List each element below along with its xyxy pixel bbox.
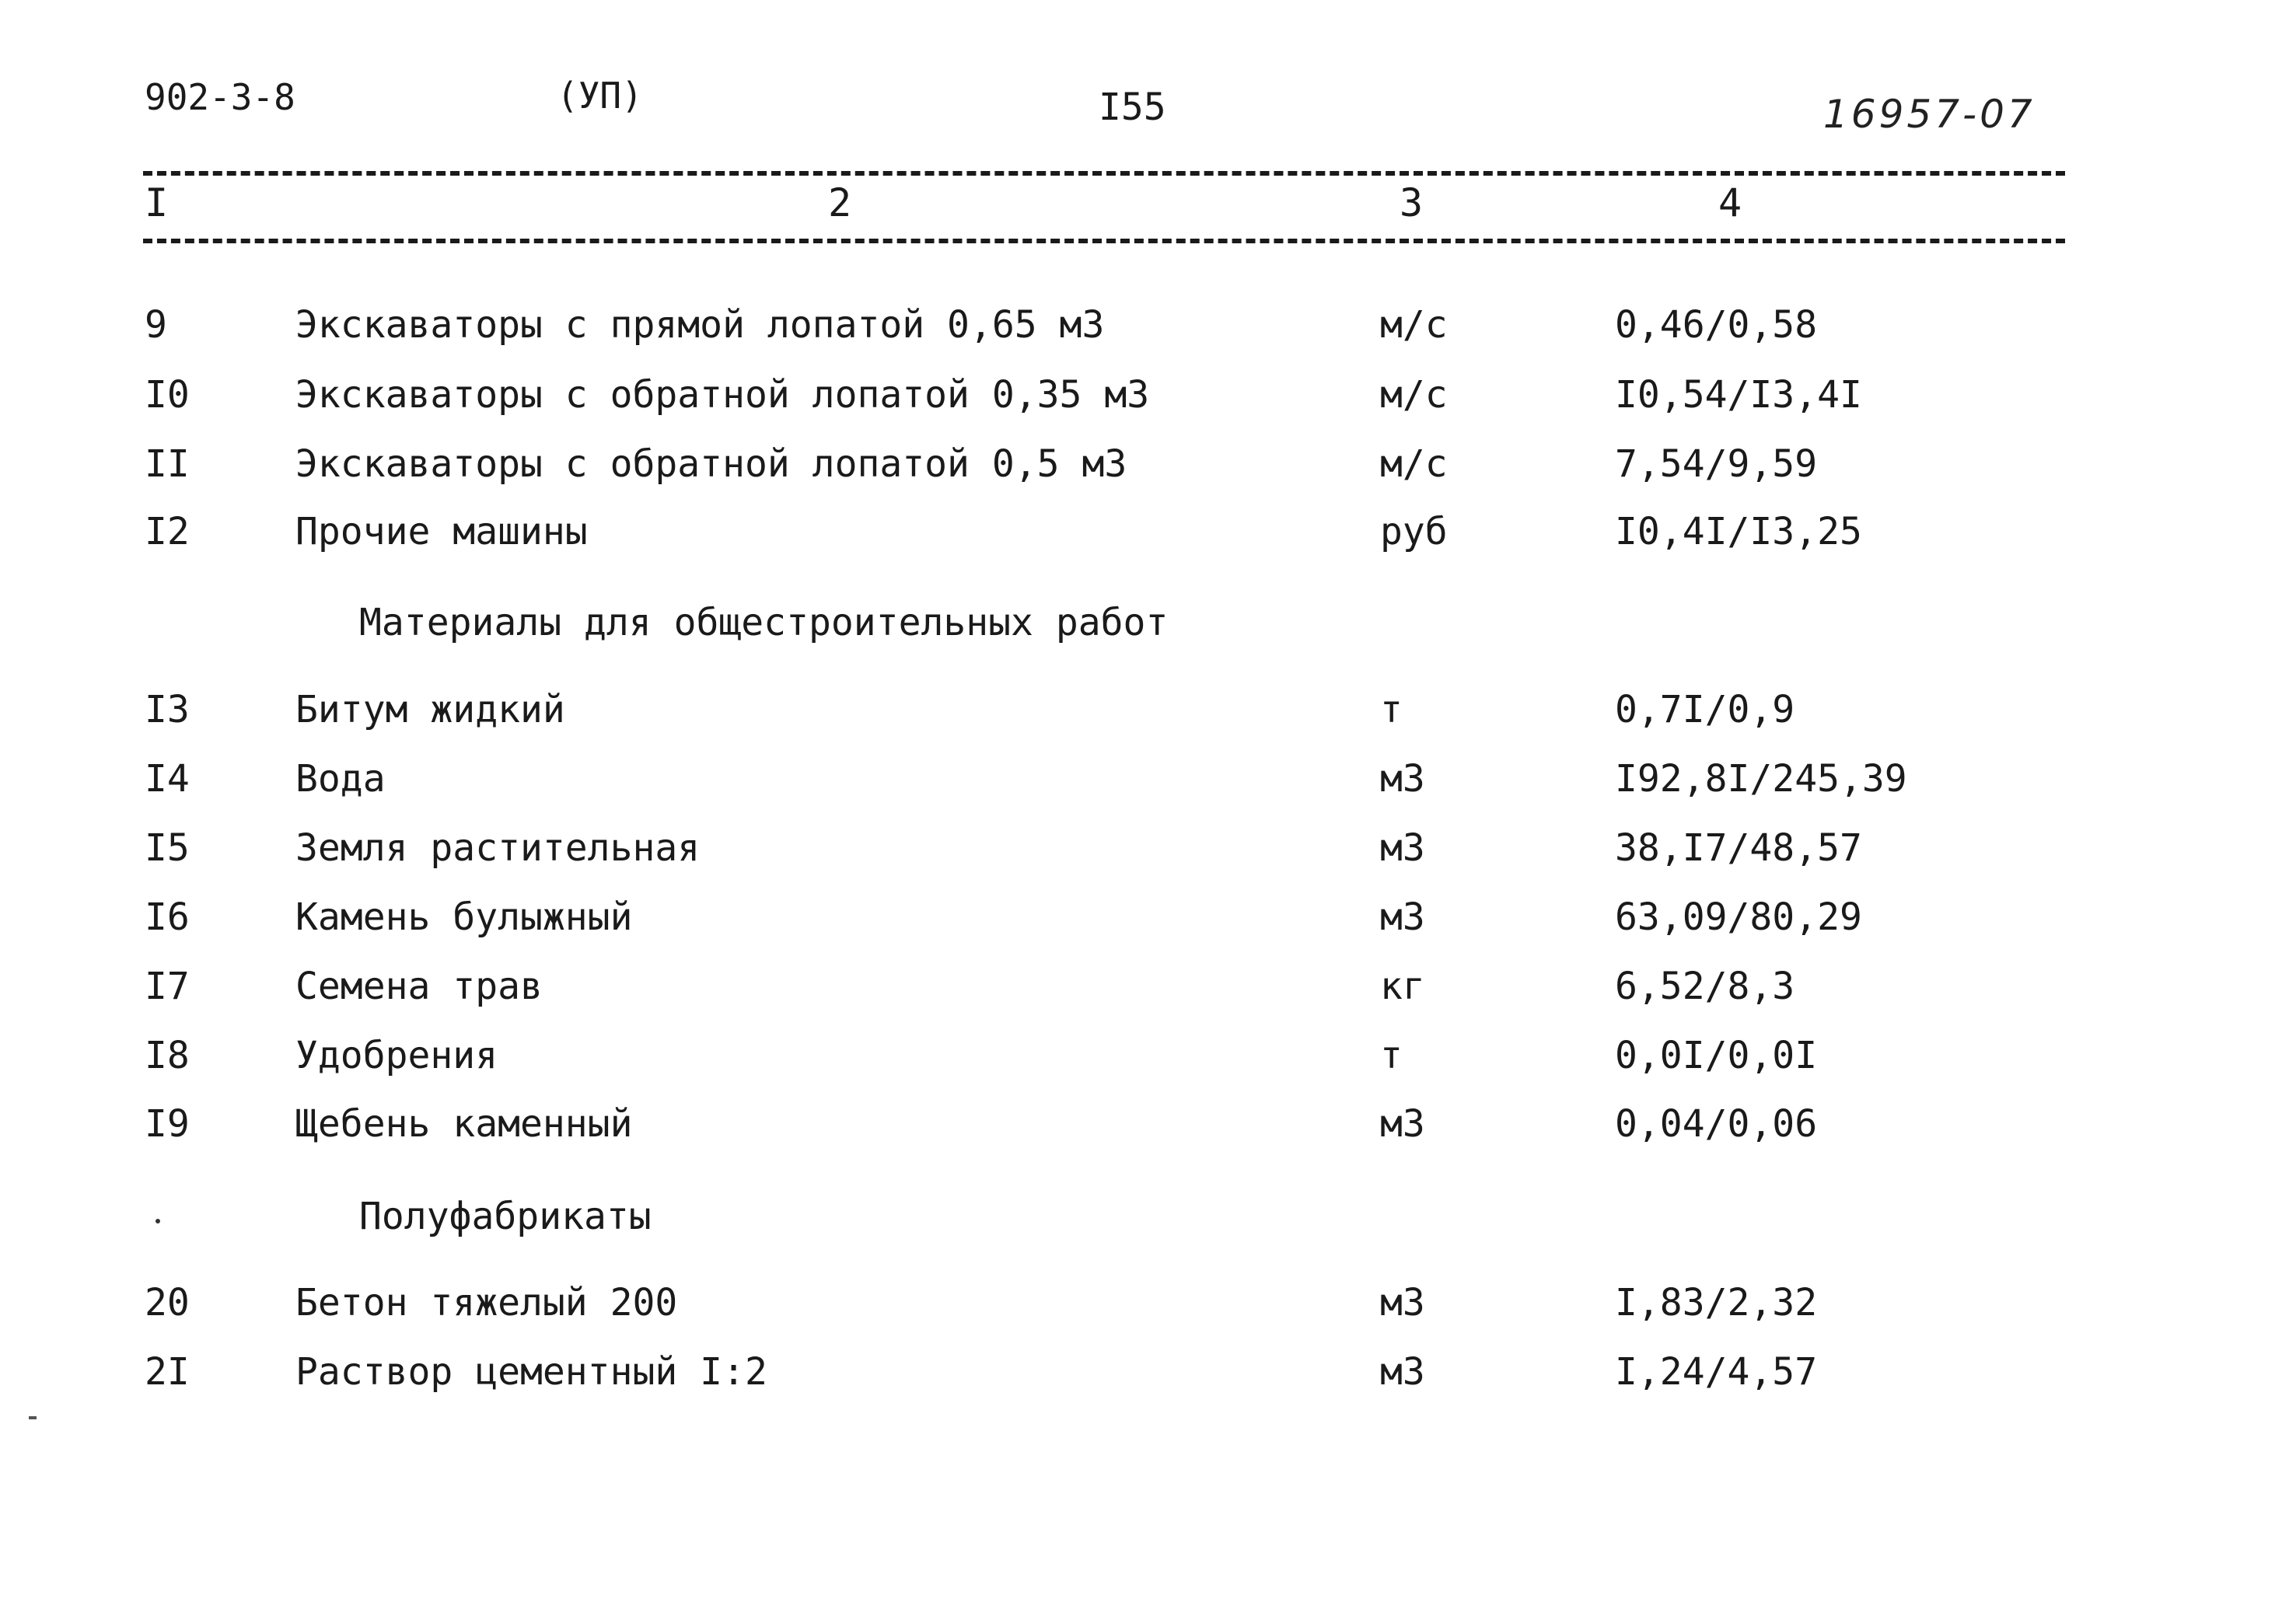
row-unit: м3 xyxy=(1380,826,1425,870)
row-value: 0,7I/0,9 xyxy=(1615,688,1795,731)
row-name: Битум жидкий xyxy=(295,688,565,731)
row-name: Экскаваторы с прямой лопатой 0,65 м3 xyxy=(295,303,1105,347)
row-number: II xyxy=(145,442,190,486)
table-row xyxy=(0,757,2296,819)
row-value: 63,09/80,29 xyxy=(1615,895,1862,939)
row-value: 0,04/0,06 xyxy=(1615,1102,1818,1146)
table-row xyxy=(0,1102,2296,1164)
row-value: 0,0I/0,0I xyxy=(1615,1034,1818,1077)
scan-speck xyxy=(29,1416,37,1419)
column-header-4: 4 xyxy=(1718,180,1742,225)
row-value: 7,54/9,59 xyxy=(1615,442,1818,486)
table-row xyxy=(0,1350,2296,1412)
row-value: I,83/2,32 xyxy=(1615,1281,1818,1325)
table-row xyxy=(0,303,2296,365)
row-unit: кг xyxy=(1380,965,1425,1008)
row-number: 9 xyxy=(145,303,167,347)
row-unit: м3 xyxy=(1380,895,1425,939)
row-number: I2 xyxy=(145,510,190,553)
row-number: I7 xyxy=(145,965,190,1008)
row-number: I3 xyxy=(145,688,190,731)
row-value: 6,52/8,3 xyxy=(1615,965,1795,1008)
row-name: Удобрения xyxy=(295,1034,498,1077)
row-name: Вода xyxy=(295,757,386,801)
row-number: I5 xyxy=(145,826,190,870)
table-row xyxy=(0,1281,2296,1343)
row-unit: м/с xyxy=(1380,373,1448,417)
row-number: I8 xyxy=(145,1034,190,1077)
table-row xyxy=(0,1034,2296,1096)
table-row xyxy=(0,826,2296,888)
bullet-mark xyxy=(156,1219,160,1223)
table-row xyxy=(0,688,2296,750)
handwritten-doc-number: 16957-07 xyxy=(1823,92,2036,137)
section-heading-semi: Полуфабрикаты xyxy=(359,1195,652,1238)
row-unit: м3 xyxy=(1380,1102,1425,1146)
row-unit: м/с xyxy=(1380,303,1448,347)
table-row xyxy=(0,965,2296,1027)
column-header-3: 3 xyxy=(1400,180,1424,225)
row-number: I0 xyxy=(145,373,190,417)
row-value: I92,8I/245,39 xyxy=(1615,757,1907,801)
row-unit: м3 xyxy=(1380,1281,1425,1325)
column-header-2: 2 xyxy=(828,180,852,225)
row-name: Экскаваторы с обратной лопатой 0,5 м3 xyxy=(295,442,1127,486)
table-row xyxy=(0,510,2296,572)
row-name: Раствор цементный I:2 xyxy=(295,1350,767,1394)
row-unit: руб xyxy=(1380,510,1448,553)
row-name: Земля растительная xyxy=(295,826,701,870)
row-unit: м3 xyxy=(1380,757,1425,801)
table-row xyxy=(0,373,2296,435)
row-unit: м/с xyxy=(1380,442,1448,486)
table-row xyxy=(0,895,2296,958)
row-name: Камень булыжный xyxy=(295,895,633,939)
row-name: Щебень каменный xyxy=(295,1102,633,1146)
row-value: I0,54/I3,4I xyxy=(1615,373,1862,417)
document-type: (УП) xyxy=(557,75,643,117)
row-unit: т xyxy=(1380,1034,1403,1077)
row-value: I0,4I/I3,25 xyxy=(1615,510,1862,553)
page-number: I55 xyxy=(1099,86,1166,129)
row-number: 2I xyxy=(145,1350,190,1394)
row-unit: т xyxy=(1380,688,1403,731)
row-number: I9 xyxy=(145,1102,190,1146)
row-number: I4 xyxy=(145,757,190,801)
row-name: Прочие машины xyxy=(295,510,588,553)
row-unit: м3 xyxy=(1380,1350,1425,1394)
table-row xyxy=(0,442,2296,504)
document-code: 902-3-8 xyxy=(145,76,295,118)
row-value: 38,I7/48,57 xyxy=(1615,826,1862,870)
row-name: Экскаваторы с обратной лопатой 0,35 м3 xyxy=(295,373,1150,417)
row-number: 20 xyxy=(145,1281,190,1325)
row-value: 0,46/0,58 xyxy=(1615,303,1818,347)
row-value: I,24/4,57 xyxy=(1615,1350,1818,1394)
row-number: I6 xyxy=(145,895,190,939)
section-heading-materials: Материалы для общестроительных работ xyxy=(359,601,1169,644)
row-name: Бетон тяжелый 200 xyxy=(295,1281,678,1325)
column-header-1: I xyxy=(145,180,169,225)
row-name: Семена трав xyxy=(295,965,543,1008)
